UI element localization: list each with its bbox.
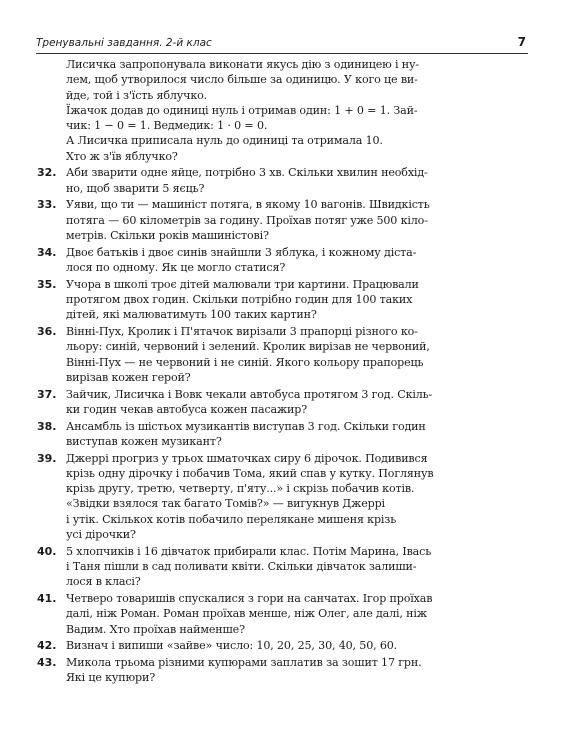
task-number: 40. [37, 544, 57, 558]
page-number: 7 [517, 35, 526, 49]
task-42 [36, 638, 528, 653]
text-line: Учора в школі троє дітей малювали три картини. Працювали [66, 277, 419, 291]
task-39 [36, 451, 528, 543]
text-line: метрів. Скільки років машиністові? [66, 229, 269, 243]
text-line: усі дірочки? [66, 528, 136, 542]
text-line: лося в класі? [66, 575, 141, 589]
text-line: Зайчик, Лисичка і Вовк чекали автобуса протягом 3 год. Скіль- [66, 387, 433, 401]
page-body [36, 57, 528, 686]
task-38 [36, 419, 528, 450]
task-number: 42. [37, 639, 57, 653]
task-40 [36, 544, 528, 590]
task-43 [36, 655, 528, 686]
text-line: крізь другу, третю, четверту, п'яту...» і скрізь побачив котів. [66, 482, 415, 496]
text-line: Ансамбль із шістьох музикантів виступав 3 год. Скільки годин [66, 419, 426, 433]
text-line: льору: синій, червоний і зелений. Кролик вирізав не червоний, [66, 340, 430, 354]
text-line: Хто ж з'їв яблучко? [66, 149, 178, 163]
text-line: Джеррі прогриз у трьох шматочках сиру 6 дірочок. Подивився [66, 451, 428, 465]
task-number: 32. [37, 166, 57, 180]
text-line: Уяви, що ти — машиніст потяга, в якому 10 вагонів. Швидкість [66, 198, 430, 212]
text-line: лося по одному. Як це могло статися? [66, 261, 286, 275]
task-41 [36, 591, 528, 637]
text-line: чик: 1 − 0 = 1. Ведмедик: 1 · 0 = 0. [66, 119, 268, 133]
text-line: дітей, які малюватимуть 100 таких картин? [66, 308, 317, 322]
text-line: Вадим. Хто проїхав найменше? [66, 622, 245, 636]
task-number: 38. [37, 419, 57, 433]
task-number: 36. [37, 325, 57, 338]
task-number: 37. [37, 387, 57, 401]
text-line: но, щоб зварити 5 яєць? [66, 181, 205, 195]
text-line: і утік. Скількох котів побачило перелякане мишеня крізь [66, 512, 397, 526]
task-number: 43. [37, 655, 57, 669]
task-number: 39. [37, 451, 57, 465]
text-line: «Звідки взялося так багато Томів?» — вигукнув Джеррі [66, 497, 385, 511]
task-number: 41. [37, 592, 57, 605]
text-line: 5 хлопчиків і 16 дівчаток прибирали клас. Потім Марина, Івась [66, 544, 432, 558]
text-line: ки годин чекав автобуса кожен пасажир? [66, 402, 308, 416]
intro-paragraph [36, 57, 528, 164]
text-line: Вінні-Пух — не червоний і не синій. Якого кольору прапорець [66, 355, 424, 369]
text-line: далі, ніж Роман. Роман проїхав менше, ніж Олег, але далі, ніж [66, 607, 427, 621]
text-line: йде, той і з'їсть яблучко. [66, 88, 208, 102]
text-line: Двоє батьків і двоє синів знайшли 3 яблука, і кожному діста- [66, 245, 417, 259]
task-number: 33. [37, 198, 57, 212]
text-line: крізь одну дірочку і побачив Тома, який спав у кутку. Поглянув [66, 466, 434, 480]
task-number: 35. [37, 277, 57, 291]
text-line: і Таня пішли в сад поливати квіти. Скільки дівчаток залиши- [66, 560, 417, 574]
running-header [36, 36, 528, 52]
header-title: Тренувальні завдання. 2-й клас [36, 37, 212, 49]
task-36 [36, 324, 528, 385]
task-35 [36, 277, 528, 323]
text-line: А Лисичка приписала нуль до одиниці та отримала 10. [66, 134, 383, 148]
task-33 [36, 197, 528, 243]
text-line: Вінні-Пух, Кролик і П'ятачок вирізали 3 прапорці різного ко- [66, 325, 418, 338]
text-line: виступав кожен музикант? [66, 434, 222, 448]
task-34 [36, 245, 528, 276]
task-37 [36, 387, 528, 418]
text-line: лем, щоб утворилося число більше за одиницю. У кого це ви- [66, 73, 418, 87]
text-line: Четверо товаришів спускалися з гори на санчатах. Ігор проїхав [66, 592, 433, 605]
text-line: Які це купюри? [66, 671, 156, 685]
text-line: Лисичка запропонувала виконати якусь дію з одиницею і ну- [66, 58, 420, 71]
text-line: вирізав кожен герой? [66, 370, 191, 384]
header-divider [36, 53, 528, 54]
text-line: протягом двох годин. Скільки потрібно годин для 100 таких [66, 293, 413, 307]
text-line: потяга — 60 кілометрів за годину. Проїхав потяг уже 500 кіло- [66, 213, 428, 227]
text-line: Аби зварити одне яйце, потрібно 3 хв. Скільки хвилин необхід- [66, 166, 428, 180]
text-line: Визнач і випиши «зайве» число: 10, 20, 25, 30, 40, 50, 60. [66, 639, 398, 653]
task-32 [36, 165, 528, 196]
text-line: Їжачок додав до одиниці нуль і отримав один: 1 + 0 = 1. Зай- [66, 103, 418, 117]
text-line: Микола трьома різними купюрами заплатив за зошит 17 грн. [66, 655, 422, 669]
task-number: 34. [37, 245, 57, 259]
